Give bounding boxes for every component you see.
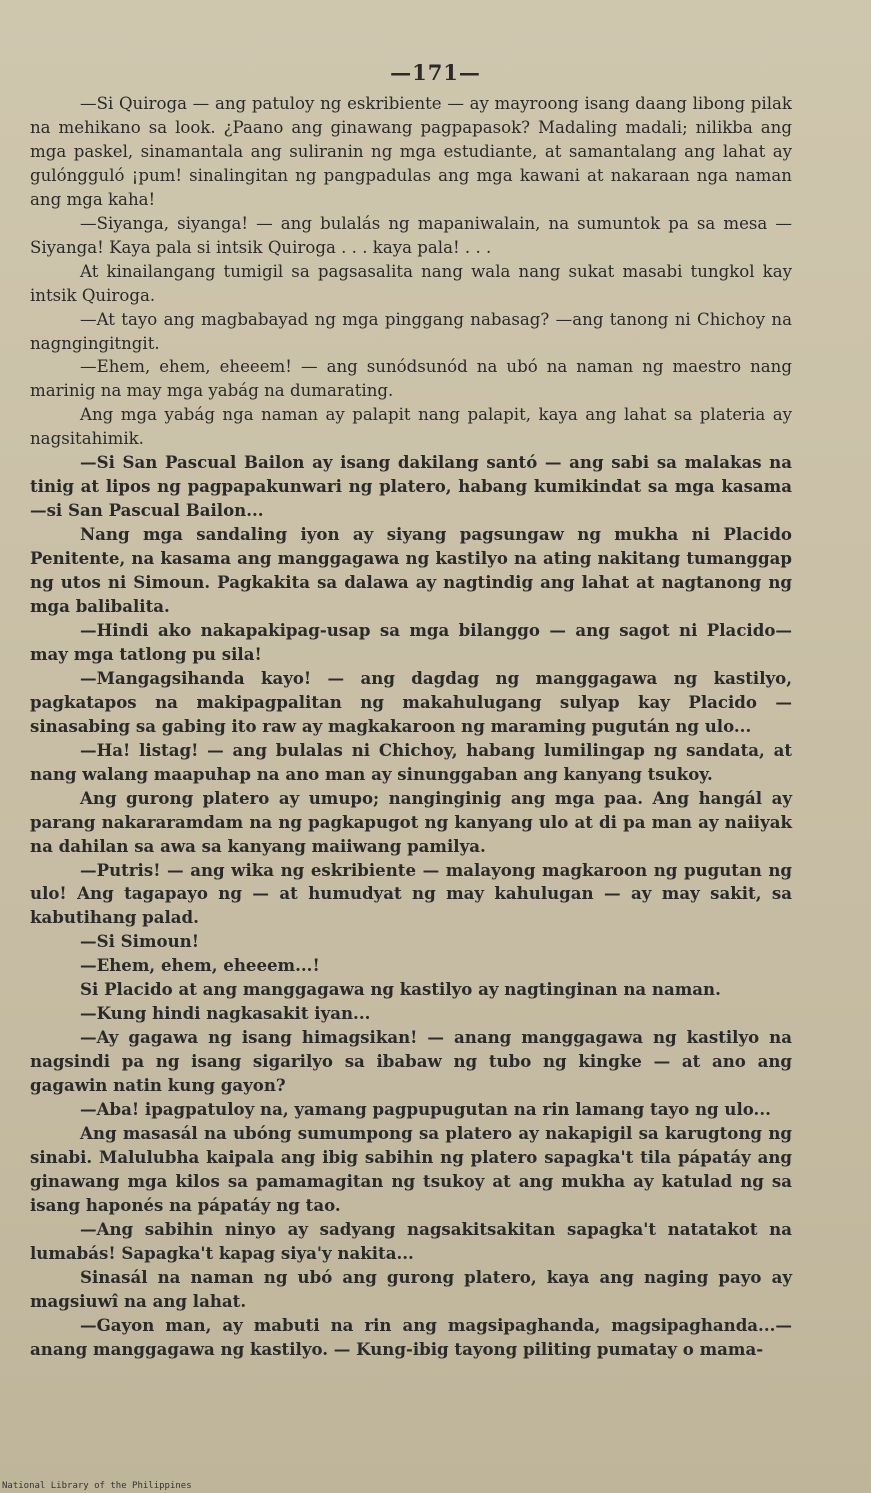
- paragraph: Si Placido at ang manggagawa ng kastilyo ay nagtinginan na naman.: [80, 979, 721, 1000]
- paragraph: —Ehem, ehem, eheeem...!: [80, 955, 320, 976]
- paragraph: —Ehem, ehem, eheeem! — ang sunódsunód na ubó na naman ng maestro nang marinig na may mga yabág na dumarating.: [30, 357, 792, 401]
- paragraph: —Aba! ipagpatuloy na, yamang pagpupugutan na rin lamang tayo ng ulo...: [80, 1099, 771, 1120]
- paragraph: Ang mga yabág nga naman ay palapit nang palapit, kaya ang lahat sa plateria ay nagsitahimik.: [30, 405, 792, 449]
- paragraph: —Siyanga, siyanga! — ang bulalás ng mapaniwalain, na sumuntok pa sa mesa — Siyanga! Kaya pala si intsik Quiroga . . . kaya pala! . . .: [30, 213, 792, 257]
- body-text: [30, 92, 792, 1362]
- paragraph: —Si San Pascual Bailon ay isang dakilang santó — ang sabi sa malakas na tinig at lipos ng pagpapakunwari ng platero, habang kumikindat sa mga kasama —si San Pascual Bailon...: [30, 452, 792, 521]
- paragraph: —Ha! listag! — ang bulalas ni Chichoy, habang lumilingap ng sandata, at nang walang maapuhap na ano man ay sinunggaban ang kanyang tsukoy.: [30, 739, 792, 784]
- paragraph: Ang gurong platero ay umupo; nanginginig ang mga paa. Ang hangál ay parang nakararamdam na ng pagkapugot ng kanyang ulo at di pa man ay naiiyak na dahilan sa awa sa kanyang maiiwang pamilya.: [30, 787, 792, 856]
- paragraph: Ang masasál na ubóng sumumpong sa platero ay nakapigil sa karugtong ng sinabi. Malulubha kaipala ang ibig sabihin ng platero sapagka't tila pápatáy ang ginawang mga kilos sa pamamagitan ng tsukoy at ang mukha ay katulad ng sa isang haponés na pápatáy ng tao.: [30, 1122, 792, 1215]
- paragraph: —At tayo ang magbabayad ng mga pinggang nabasag? —ang tanong ni Chichoy na nagngingitngit.: [30, 309, 792, 353]
- paragraph: —Ang sabihin ninyo ay sadyang nagsakitsakitan sapagka't natatakot na lumabás! Sapagka't kapag siya'y nakita...: [30, 1218, 792, 1263]
- paragraph: Sinasál na naman ng ubó ang gurong platero, kaya ang naging payo ay magsiuwî na ang lahat.: [30, 1266, 792, 1311]
- library-credit: National Library of the Philippines: [2, 1481, 192, 1491]
- paragraph: Nang mga sandaling iyon ay siyang pagsungaw ng mukha ni Placido Penitente, na kasama ang manggagawa ng kastilyo na ating nakitang tumanggap ng utos ni Simoun. Pagkakita sa dalawa ay nagtindig ang lahat at nagtanong ng mga balibalita.: [30, 524, 792, 617]
- paragraph: —Si Simoun!: [80, 931, 199, 952]
- paragraph: At kinailangang tumigil sa pagsasalita nang wala nang sukat masabi tungkol kay intsik Quiroga.: [30, 261, 792, 305]
- paragraph: —Mangagsihanda kayo! — ang dagdag ng manggagawa ng kastilyo, pagkatapos na makipagpalitan ng makahulugang sulyap kay Placido — sinasabing sa gabing ito raw ay magkakaroon ng maraming pugután ng ulo...: [30, 667, 792, 736]
- paragraph: —Putris! — ang wika ng eskribiente — malayong magkaroon ng pugutan ng ulo! Ang tagapayo ng — at humudyat ng may kahulugan — ay may sakit, sa kabutihang palad.: [30, 859, 792, 928]
- paragraph: —Si Quiroga — ang patuloy ng eskribiente — ay mayroong isang daang libong pilak na mehikano sa look. ¿Paano ang ginawang pagpapasok? Madaling madali; nilikba ang mga paskel, sinamantala ang suliranin ng mga estudiante, at samantalang ang lahat ay gulóngguló ¡pum! sinalingitan ng pangpadulas ang mga kawani at nakaraan nga naman ang mga kaha!: [30, 94, 792, 209]
- paragraph: —Gayon man, ay mabuti na rin ang magsipaghanda, magsipaghanda...— anang manggagawa ng kastilyo. — Kung-ibig tayong piliting pumatay o mama-: [30, 1314, 792, 1359]
- paragraph: —Kung hindi nagkasakit iyan...: [80, 1003, 371, 1024]
- paragraph: —Ay gagawa ng isang himagsikan! — anang manggagawa ng kastilyo na nagsindi pa ng isang sigarilyo sa ibabaw ng tubo ng kingke — at ano ang gagawin natin kung gayon?: [30, 1027, 792, 1096]
- paragraph: —Hindi ako nakapakipag-usap sa mga bilanggo — ang sagot ni Placido— may mga tatlong pu sila!: [30, 619, 792, 664]
- page-number: —171—: [390, 60, 481, 85]
